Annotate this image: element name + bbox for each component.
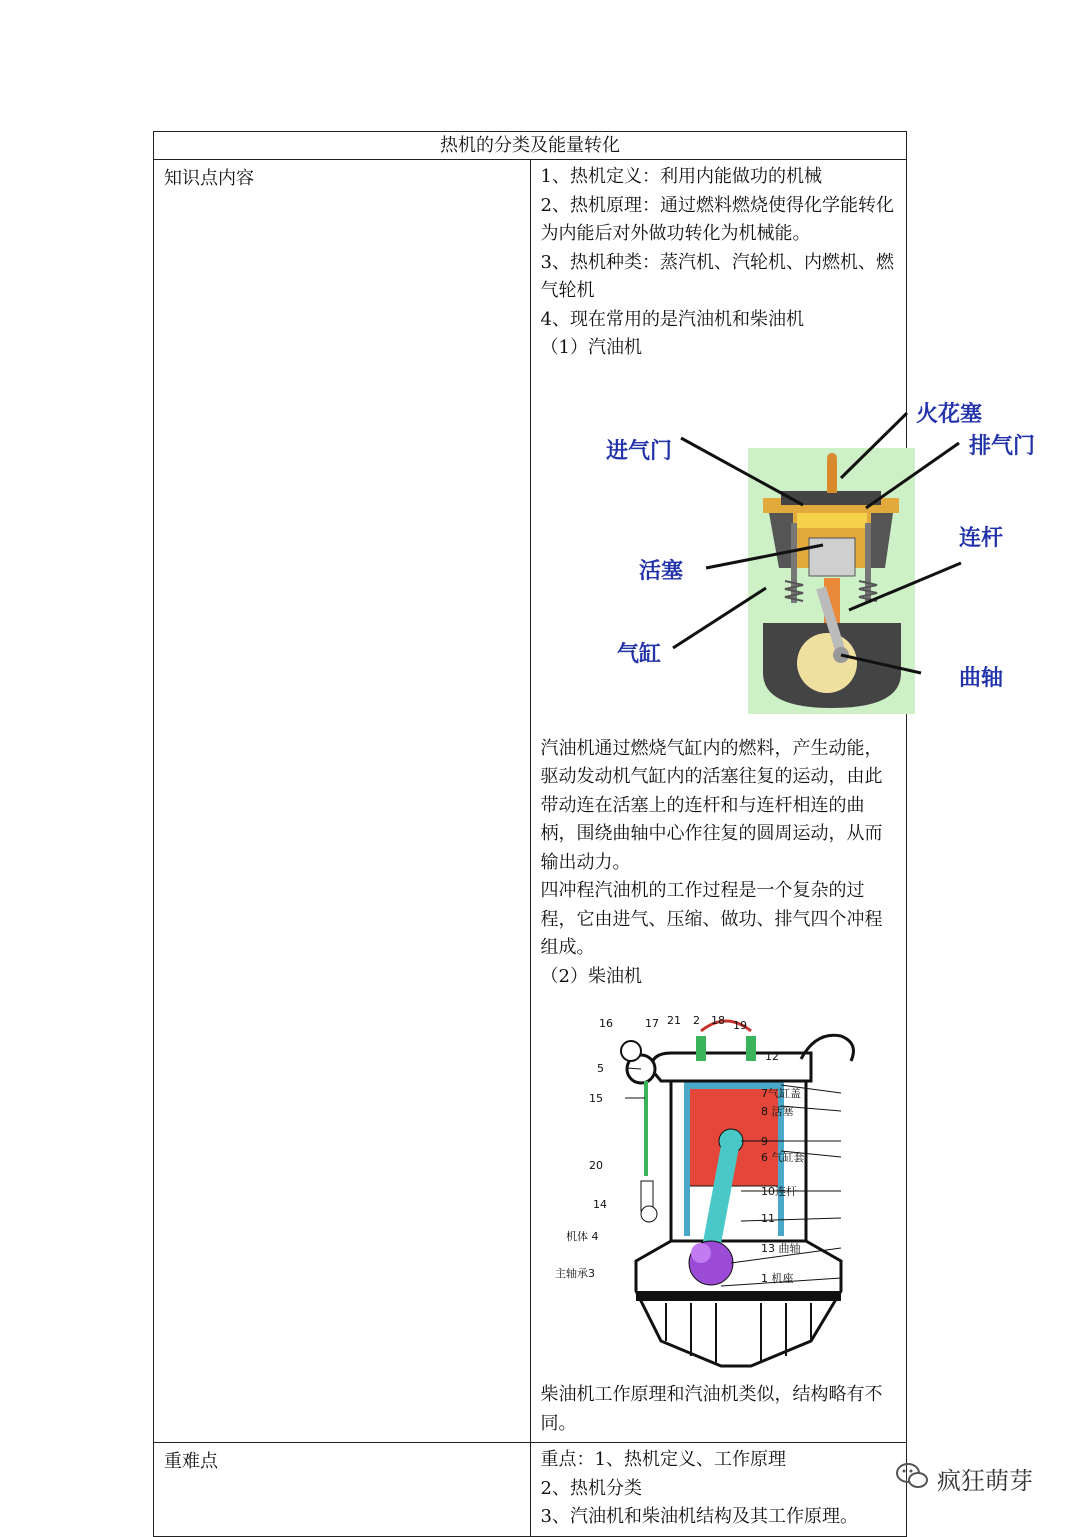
label-main-bearing: 主轴承3 — [554, 1267, 595, 1280]
diesel-engine-diagram — [541, 991, 899, 1381]
label-11: 11 — [760, 1212, 775, 1225]
common-item: 4、现在常用的是汽油机和柴油机 — [540, 308, 804, 330]
label-20: 20 — [588, 1159, 603, 1172]
label-connecting-rod-10: 10连杆 — [760, 1185, 797, 1198]
label-15: 15 — [588, 1092, 603, 1105]
gasoline-paragraph-2: 四冲程汽油机的工作过程是一个复杂的过程，它由进气、压缩、做功、排气四个冲程组成。 — [540, 880, 883, 958]
definition-item: 1、热机定义：利用内能做功的机械 — [540, 166, 822, 187]
knowledge-label: 知识点内容 — [154, 160, 531, 1443]
gasoline-paragraph-1: 汽油机通过燃烧气缸内的燃料，产生动能，驱动发动机气缸内的活塞往复的运动，由此带动连在活塞上的连杆和与连杆相连的曲柄，围绕曲轴中心作往复的圆周运动，从而输出动力。 — [540, 737, 883, 873]
label-crankshaft-13: 13 曲轴 — [760, 1242, 800, 1255]
label-cylinder: 气缸 — [616, 641, 661, 667]
types-item: 3、热机种类：蒸汽机、汽轮机、内燃机、燃气轮机 — [540, 251, 894, 301]
label-piston: 活塞 — [638, 558, 683, 584]
label-body: 机体 4 — [565, 1230, 598, 1243]
label-spark-plug: 火花塞 — [915, 401, 982, 427]
key-point-3: 3、汽油机和柴油机结构及其工作原理。 — [540, 1506, 858, 1527]
label-2: 2 — [692, 1014, 700, 1027]
label-cylinder-head: 7气缸盖 — [760, 1087, 801, 1100]
table-title: 热机的分类及能量转化 — [154, 132, 907, 160]
label-crankshaft: 曲轴 — [958, 665, 1003, 691]
label-piston-8: 8 活塞 — [760, 1105, 793, 1118]
label-9: 9 — [760, 1135, 768, 1148]
label-19: 19 — [732, 1019, 747, 1032]
label-base: 1 机座 — [760, 1272, 793, 1285]
gasoline-engine-diagram — [541, 363, 1035, 735]
wechat-icon — [895, 1462, 929, 1496]
label-connecting-rod: 连杆 — [958, 525, 1003, 551]
watermark — [895, 1461, 1033, 1496]
label-12: 12 — [764, 1050, 779, 1063]
label-5: 5 — [596, 1062, 604, 1075]
label-exhaust-valve: 排气门 — [968, 433, 1035, 459]
label-14: 14 — [592, 1198, 607, 1211]
label-21: 21 — [666, 1014, 681, 1027]
label-16: 16 — [598, 1017, 613, 1030]
diesel-paragraph: 柴油机工作原理和汽油机类似，结构略有不同。 — [540, 1384, 883, 1434]
gasoline-heading: （1）汽油机 — [540, 337, 642, 358]
label-18: 18 — [710, 1014, 725, 1027]
key-point-2: 2、热机分类 — [540, 1477, 642, 1499]
knowledge-content — [530, 160, 1035, 1443]
label-cylinder-liner: 6 气缸套 — [760, 1151, 804, 1164]
diesel-heading: （2）柴油机 — [540, 965, 642, 987]
key-points-label: 重难点 — [154, 1443, 531, 1537]
principle-item: 2、热机原理：通过燃料燃烧使得化学能转化为内能后对外做功转化为机械能。 — [540, 194, 894, 244]
key-point-1: 重点：1、热机定义、工作原理 — [540, 1449, 786, 1470]
label-17: 17 — [644, 1017, 659, 1030]
watermark-text: 疯狂萌芽 — [937, 1467, 1033, 1495]
label-intake-valve: 进气门 — [605, 438, 672, 464]
key-points-content — [530, 1443, 907, 1537]
